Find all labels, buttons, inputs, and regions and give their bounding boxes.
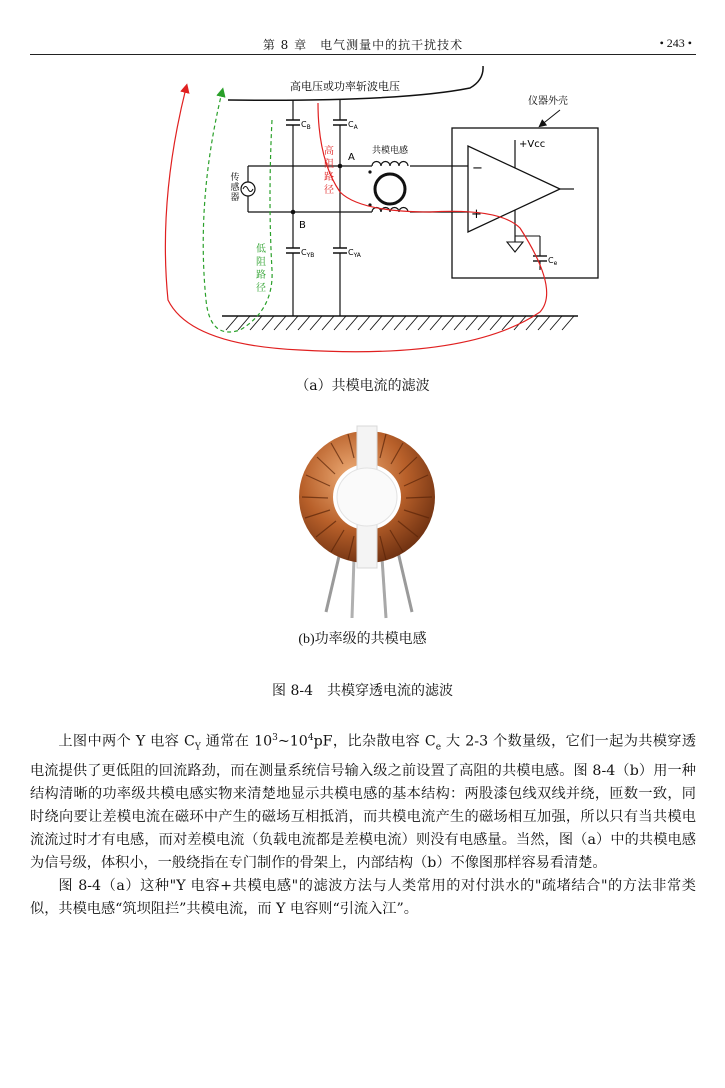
- svg-text:径: 径: [256, 283, 266, 294]
- op-amp-minus: −: [472, 161, 483, 176]
- figure-caption: 图 8-4 共模穿透电流的滤波: [272, 683, 453, 699]
- svg-text:阻: 阻: [256, 257, 266, 268]
- svg-text:高: 高: [324, 146, 334, 157]
- svg-text:传: 传: [230, 173, 240, 183]
- cb-label: $C_B$: [301, 120, 311, 131]
- svg-text:路: 路: [324, 172, 334, 183]
- inductor-label: 共模电感: [371, 146, 409, 156]
- vcc-label: +Vcc: [519, 139, 546, 150]
- svg-text:低: 低: [256, 244, 266, 255]
- node-b-label: B: [299, 220, 306, 231]
- node-a-label: A: [348, 152, 355, 163]
- svg-text:器: 器: [230, 193, 240, 203]
- ca-label: $C_A$: [348, 120, 358, 131]
- high-voltage-label: 高电压或功率斩波电压: [290, 80, 400, 93]
- paragraph-2: 图 8-4（a）这种"Y 电容+共模电感"的滤波方法与人类常用的对付洪水的"疏堵结合"的方法非常类似，共模电感“筑坝阻拦”共模电流，而 Y 电容则“引流入江”。: [30, 877, 696, 917]
- svg-text:感: 感: [230, 183, 240, 193]
- circuit-diagram: [150, 60, 610, 370]
- case-arrow: [540, 110, 560, 126]
- ce-label: $C_e$: [548, 256, 558, 267]
- amp-ground-icon: [507, 242, 523, 252]
- figure-a-caption: （a）共模电流的滤波: [295, 378, 430, 394]
- svg-text:径: 径: [324, 185, 334, 196]
- page-number: • 243 •: [659, 36, 692, 50]
- cyb-label: $C_{YB}$: [301, 248, 315, 259]
- toroid-inductor-photo: [282, 412, 452, 622]
- case-label: 仪器外壳: [528, 96, 568, 107]
- svg-text:阻: 阻: [324, 159, 334, 170]
- figure-b-caption: (b)功率级的共模电感: [298, 632, 427, 647]
- op-amp-plus: +: [471, 207, 482, 222]
- paragraph-1: 上图中两个 Y 电容 $C_Y$ 通常在 $10^3\sim 10^4pF$，比杂散电容 $C_e$ 大 2-3 个数量级，它们一起为共模穿透电流提供了更低阻的回流路劲，而在测量系统信号输入级之前设置了高阻的共模电感。图 8-4（b）用一种结构清晰的功率级共模电感实物来清楚地显示共模电感的基本结构：两股漆包线双线并绕，匝数一致，同时绕向要让差模电流在磁环中产生的磁场互相抵消，而共模电流产生的磁场相互加强，所以只有当共模电流流过时才有电感，而对差模电流（负载电流都是差模电流）则没有电感量。当然，图（a）中的共模电感为信号级，体积小，一般绕指在专门制作的骨架上，内部结构（b）不像图那样容易看清楚。: [30, 733, 697, 871]
- common-mode-inductor-icon: [372, 162, 408, 213]
- svg-text:路: 路: [256, 270, 266, 281]
- chapter-title: 第 8 章 电气测量中的抗干扰技术: [262, 38, 464, 52]
- body-text: [30, 727, 696, 921]
- cya-label: $C_{YA}$: [348, 248, 361, 259]
- page-header: [30, 34, 696, 55]
